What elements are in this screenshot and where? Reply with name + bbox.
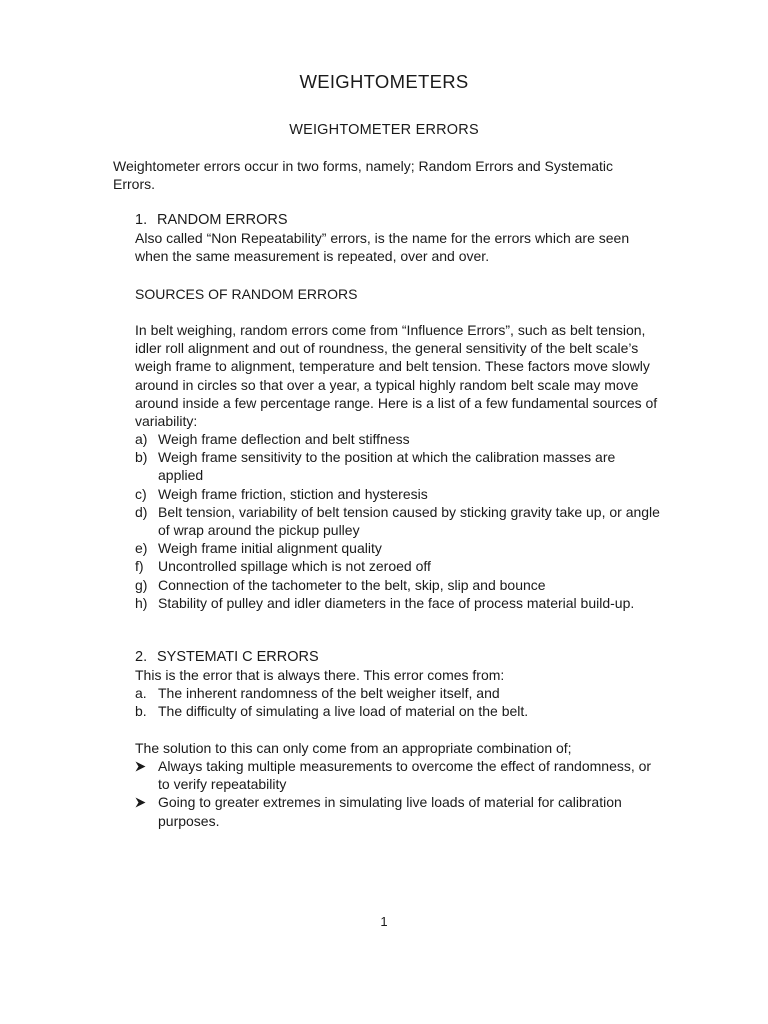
list-item-text: Connection of the tachometer to the belt, skip, slip and bounce [158, 576, 546, 593]
list-item-text: Weigh frame initial alignment quality [158, 540, 382, 557]
list-item [135, 430, 660, 448]
list-marker: a. [135, 685, 147, 701]
list-item [135, 448, 660, 484]
random-errors-heading-text: RANDOM ERRORS [157, 212, 288, 228]
list-item-text: The difficulty of simulating a live load of material on the belt. [158, 703, 529, 720]
list-item [135, 793, 660, 829]
solution-bullets [135, 757, 660, 830]
sources-list [135, 430, 660, 612]
page-number: 1 [380, 914, 388, 929]
section-title: WEIGHTOMETER ERRORS [289, 122, 479, 138]
sources-paragraph: In belt weighing, random errors come from “Influence Errors”, such as belt tension, idler roll alignment and out of roundness, the general sensitivity of the belt scale’s weigh frame to alignment, temperature and belt tension. These factors move slowly around in circles so that over a year, a typical highly random belt scale may move around inside a few percentage range. Here is a list of a few fundamental sources of variability: [135, 322, 658, 430]
list-item [135, 684, 660, 702]
random-errors-number: 1. [135, 212, 148, 228]
list-item [135, 485, 660, 503]
list-item-text: Uncontrolled spillage which is not zeroed off [158, 558, 431, 575]
list-marker: b) [135, 449, 148, 466]
list-item [135, 503, 660, 539]
arrowhead-bullet-icon [135, 761, 146, 772]
arrowhead-bullet-icon [135, 797, 146, 808]
list-item-text: The inherent randomness of the belt weigher itself, and [158, 685, 500, 701]
list-marker: d) [135, 503, 148, 520]
random-errors-description: Also called “Non Repeatability” errors, is the name for the errors which are seen when the same measurement is repeated, over and over. [135, 230, 630, 265]
document-title: WEIGHTOMETERS [299, 71, 469, 92]
systematic-errors-section [135, 648, 660, 684]
list-item-text: Belt tension, variability of belt tension caused by sticking gravity take up, or angle of wrap around the pickup pulley [158, 503, 660, 539]
systematic-errors-heading-text: SYSTEMATI C ERRORS [157, 649, 319, 665]
list-item-text: Stability of pulley and idler diameters in the face of process material build-up. [158, 594, 635, 611]
list-marker: h) [135, 594, 148, 611]
list-item [135, 576, 660, 594]
intro-paragraph: Weightometer errors occur in two forms, namely; Random Errors and Systematic Errors. [113, 158, 614, 193]
random-errors-section [135, 211, 660, 266]
list-item-text: Weigh frame friction, stiction and hysteresis [158, 485, 428, 502]
list-marker: a) [135, 431, 148, 447]
list-marker: b. [135, 703, 147, 720]
systematic-sources-list [135, 684, 660, 720]
list-item-text: Always taking multiple measurements to overcome the effect of randomness, or to verify repeatability [158, 758, 652, 793]
list-item-text: Going to greater extremes in simulating live loads of material for calibration purposes. [158, 794, 622, 829]
sources-heading: SOURCES OF RANDOM ERRORS [135, 286, 358, 302]
list-item [135, 539, 660, 557]
systematic-errors-number: 2. [135, 649, 148, 665]
list-item-text: Weigh frame sensitivity to the position at which the calibration masses are applied [158, 449, 616, 484]
list-item [135, 702, 660, 720]
systematic-errors-description: This is the error that is always there. This error comes from: [135, 667, 505, 684]
list-item [135, 757, 660, 793]
list-marker: f) [135, 558, 144, 575]
random-errors-heading [135, 211, 660, 229]
list-item [135, 557, 660, 575]
solution-paragraph: The solution to this can only come from an appropriate combination of; [135, 740, 572, 756]
list-marker: g) [135, 576, 148, 593]
list-marker: c) [135, 485, 147, 502]
list-item-text: Weigh frame deflection and belt stiffness [158, 431, 410, 447]
list-marker: e) [135, 540, 148, 557]
systematic-errors-heading [135, 648, 660, 666]
list-item [135, 594, 660, 612]
